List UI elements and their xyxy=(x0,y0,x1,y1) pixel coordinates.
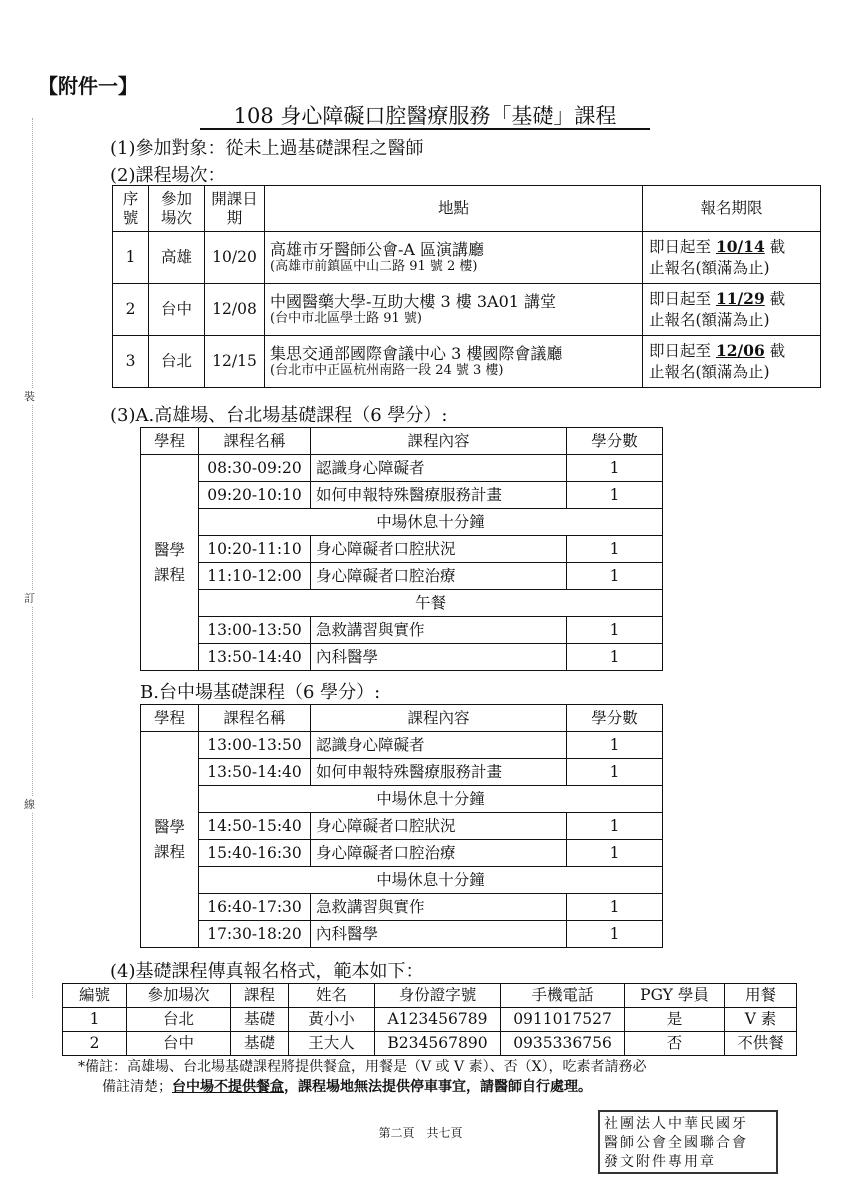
cell-time: 08:30-09:20 xyxy=(199,455,311,482)
binding-mark-1: 裝 xyxy=(24,390,35,403)
header-course-name: 課程名稱 xyxy=(199,428,311,455)
cell-date: 10/20 xyxy=(205,232,265,284)
table-row xyxy=(141,840,663,867)
location-name: 高雄市牙醫師公會-A 區演講廳 xyxy=(270,240,485,260)
cell-date: 12/15 xyxy=(205,336,265,388)
location-name: 中國醫藥大學-互助大樓 3 樓 3A01 講堂 xyxy=(270,292,557,312)
header-pgy: PGY 學員 xyxy=(625,984,725,1008)
cell-content: 認識身心障礙者 xyxy=(311,732,567,759)
cell-session: 高雄 xyxy=(149,232,205,284)
header-name: 姓名 xyxy=(289,984,375,1008)
deadline-date: 12/06 xyxy=(715,340,765,360)
cell-credits: 1 xyxy=(567,921,663,948)
stamp-line-3: 發文附件專用章 xyxy=(604,1154,716,1170)
program-cell xyxy=(141,732,199,948)
remark-no-meal: 台中場不提供餐盒 xyxy=(172,1079,284,1096)
cell-meal: V 素 xyxy=(725,1008,797,1032)
header-credits: 學分數 xyxy=(567,705,663,732)
deadline-suffix: 截 xyxy=(764,341,786,360)
cell-no: 2 xyxy=(113,284,149,336)
location-address: (台北市中正區杭州南路一段 24 號 3 樓) xyxy=(270,363,504,379)
cell-time: 17:30-18:20 xyxy=(199,921,311,948)
deadline-prefix: 即日起至 xyxy=(649,341,716,360)
table-row xyxy=(113,284,821,336)
stamp-line-2: 醫師公會全國聯合會 xyxy=(604,1135,748,1151)
table-row xyxy=(141,455,663,482)
cell-number: 2 xyxy=(63,1032,127,1056)
cell-credits: 1 xyxy=(567,840,663,867)
header-content: 課程內容 xyxy=(311,705,567,732)
cell-date: 12/08 xyxy=(205,284,265,336)
break-row xyxy=(141,786,663,813)
cell-content: 內科醫學 xyxy=(311,644,567,671)
cell-credits: 1 xyxy=(567,617,663,644)
cell-time: 14:50-15:40 xyxy=(199,813,311,840)
cell-pgy: 否 xyxy=(625,1032,725,1056)
header-no: 序號 xyxy=(113,186,149,232)
location-address: (高雄市前鎮區中山二路 91 號 2 樓) xyxy=(270,259,478,275)
table-row xyxy=(141,813,663,840)
cell-content: 如何申報特殊醫療服務計畫 xyxy=(311,482,567,509)
cell-time: 10:20-11:10 xyxy=(199,536,311,563)
cell-time: 09:20-10:10 xyxy=(199,482,311,509)
location-address: (台中市北區學士路 91 號) xyxy=(270,311,422,327)
course-table-b xyxy=(140,704,663,948)
location-name: 集思交通部國際會議中心 3 樓國際會議廳 xyxy=(270,344,563,364)
cell-name: 王大人 xyxy=(289,1032,375,1056)
cell-credits: 1 xyxy=(567,563,663,590)
program-cell xyxy=(141,455,199,671)
stamp-line-1: 社團法人中華民國牙 xyxy=(604,1116,748,1132)
table-row xyxy=(141,921,663,948)
deadline-note: 止報名(額滿為止) xyxy=(649,310,770,329)
section-4-heading: (4)基礎課程傳真報名格式，範本如下： xyxy=(110,961,424,982)
header-id: 身份證字號 xyxy=(375,984,501,1008)
table-row xyxy=(113,232,821,284)
cell-credits: 1 xyxy=(567,759,663,786)
cell-content: 身心障礙者口腔治療 xyxy=(311,840,567,867)
header-deadline: 報名期限 xyxy=(643,186,821,232)
page-title: 108 身心障礙口腔醫療服務「基礎」課程 xyxy=(233,104,617,128)
header-program: 學程 xyxy=(141,705,199,732)
deadline-date: 10/14 xyxy=(715,236,765,256)
cell-time: 16:40-17:30 xyxy=(199,894,311,921)
cell-break: 中場休息十分鐘 xyxy=(199,509,663,536)
deadline-date: 11/29 xyxy=(715,288,765,308)
cell-time: 11:10-12:00 xyxy=(199,563,311,590)
cell-deadline xyxy=(643,336,821,388)
remark-note xyxy=(78,1057,798,1098)
table-row xyxy=(141,759,663,786)
cell-number: 1 xyxy=(63,1008,127,1032)
header-program: 學程 xyxy=(141,428,199,455)
deadline-note: 止報名(額滿為止) xyxy=(649,258,770,277)
program-name: 醫學課程 xyxy=(153,818,185,861)
table-row xyxy=(63,1008,797,1032)
cell-time: 13:00-13:50 xyxy=(199,732,311,759)
cell-meal: 不供餐 xyxy=(725,1032,797,1056)
cell-name: 黃小小 xyxy=(289,1008,375,1032)
cell-content: 身心障礙者口腔狀況 xyxy=(311,536,567,563)
cell-location xyxy=(265,232,643,284)
program-name: 醫學課程 xyxy=(153,541,185,584)
cell-location xyxy=(265,336,643,388)
table-row xyxy=(63,1032,797,1056)
course-table-a xyxy=(140,427,663,671)
cell-phone: 0935336756 xyxy=(501,1032,625,1056)
break-row xyxy=(141,509,663,536)
table-row xyxy=(113,336,821,388)
section-3b-heading: B.台中場基礎課程（6 學分）: xyxy=(140,682,381,703)
cell-credits: 1 xyxy=(567,536,663,563)
remark-prefix: 備註清楚； xyxy=(102,1079,172,1096)
table-row xyxy=(141,894,663,921)
cell-phone: 0911017527 xyxy=(501,1008,625,1032)
cell-session: 台北 xyxy=(149,336,205,388)
table-row xyxy=(141,563,663,590)
remark-line-1: *備註：高雄場、台北場基礎課程將提供餐盒，用餐是（V 或 V 素）、否（X），吃素者請務必 xyxy=(78,1059,647,1075)
cell-id: A123456789 xyxy=(375,1008,501,1032)
cell-time: 13:50-14:40 xyxy=(199,759,311,786)
table-row xyxy=(141,482,663,509)
cell-credits: 1 xyxy=(567,482,663,509)
header-date: 開課日期 xyxy=(205,186,265,232)
cell-credits: 1 xyxy=(567,455,663,482)
attachment-tag: 【附件一】 xyxy=(38,74,138,98)
cell-break: 午餐 xyxy=(199,590,663,617)
cell-session: 台北 xyxy=(127,1008,231,1032)
cell-id: B234567890 xyxy=(375,1032,501,1056)
cell-no: 1 xyxy=(113,232,149,284)
cell-credits: 1 xyxy=(567,813,663,840)
cell-course: 基礎 xyxy=(231,1008,289,1032)
cell-content: 如何申報特殊醫療服務計畫 xyxy=(311,759,567,786)
section-target: (1)參加對象：從未上過基礎課程之醫師 xyxy=(110,138,424,159)
header-credits: 學分數 xyxy=(567,428,663,455)
cell-credits: 1 xyxy=(567,644,663,671)
cell-time: 13:50-14:40 xyxy=(199,644,311,671)
title-underline xyxy=(200,128,650,130)
cell-credits: 1 xyxy=(567,732,663,759)
cell-break: 中場休息十分鐘 xyxy=(199,786,663,813)
cell-content: 身心障礙者口腔治療 xyxy=(311,563,567,590)
cell-time: 15:40-16:30 xyxy=(199,840,311,867)
cell-course: 基礎 xyxy=(231,1032,289,1056)
cell-content: 身心障礙者口腔狀況 xyxy=(311,813,567,840)
cell-content: 內科醫學 xyxy=(311,921,567,948)
table-row xyxy=(141,536,663,563)
header-meal: 用餐 xyxy=(725,984,797,1008)
binding-line xyxy=(32,118,33,998)
deadline-prefix: 即日起至 xyxy=(649,237,716,256)
table-row xyxy=(141,617,663,644)
cell-time: 13:00-13:50 xyxy=(199,617,311,644)
cell-deadline xyxy=(643,284,821,336)
deadline-suffix: 截 xyxy=(764,289,786,308)
table-row xyxy=(141,644,663,671)
registration-table xyxy=(62,983,797,1056)
sessions-table xyxy=(112,185,821,388)
table-row xyxy=(141,732,663,759)
deadline-prefix: 即日起至 xyxy=(649,289,716,308)
cell-content: 認識身心障礙者 xyxy=(311,455,567,482)
cell-no: 3 xyxy=(113,336,149,388)
break-row xyxy=(141,590,663,617)
cell-content: 急救講習與實作 xyxy=(311,617,567,644)
header-course: 課程 xyxy=(231,984,289,1008)
binding-mark-2: 訂 xyxy=(24,592,35,605)
official-stamp xyxy=(598,1110,778,1174)
remark-parking: ，課程場地無法提供停車事宜，請醫師自行處理。 xyxy=(284,1079,592,1096)
page-number: 第二頁 共七頁 xyxy=(378,1126,463,1140)
deadline-note: 止報名(額滿為止) xyxy=(649,362,770,381)
cell-session: 台中 xyxy=(149,284,205,336)
cell-break: 中場休息十分鐘 xyxy=(199,867,663,894)
header-content: 課程內容 xyxy=(311,428,567,455)
header-number: 編號 xyxy=(63,984,127,1008)
break-row xyxy=(141,867,663,894)
cell-pgy: 是 xyxy=(625,1008,725,1032)
header-course-name: 課程名稱 xyxy=(199,705,311,732)
cell-content: 急救講習與實作 xyxy=(311,894,567,921)
header-location: 地點 xyxy=(265,186,643,232)
header-phone: 手機電話 xyxy=(501,984,625,1008)
section-3a-heading: (3)A.高雄場、台北場基礎課程（6 學分）: xyxy=(110,405,448,426)
cell-credits: 1 xyxy=(567,894,663,921)
cell-deadline xyxy=(643,232,821,284)
header-session: 參加場次 xyxy=(149,186,205,232)
binding-mark-3: 線 xyxy=(24,798,35,811)
section-sessions-heading: (2)課程場次： xyxy=(110,165,226,186)
cell-location xyxy=(265,284,643,336)
remark-line-2 xyxy=(78,1077,798,1097)
deadline-suffix: 截 xyxy=(764,237,786,256)
cell-session: 台中 xyxy=(127,1032,231,1056)
header-session: 參加場次 xyxy=(127,984,231,1008)
